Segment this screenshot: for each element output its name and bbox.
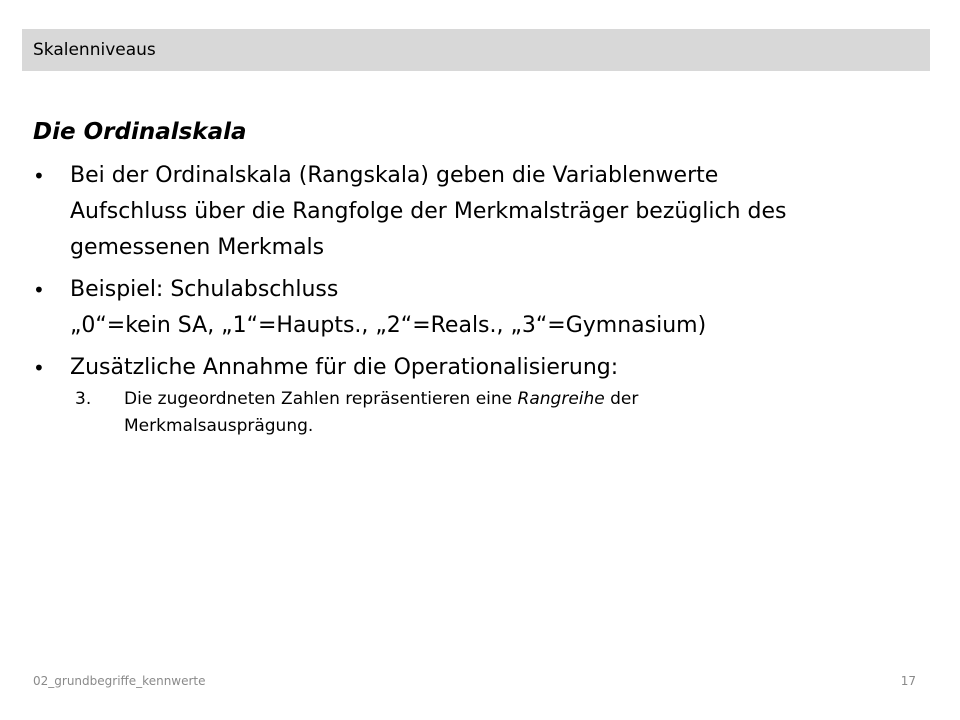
bullet-marker: • (33, 356, 45, 380)
numbered-sub-item (70, 386, 913, 440)
sub-item-number: 3. (75, 389, 92, 409)
sub-item-emphasis: Rangreihe (517, 389, 605, 409)
sub-item-text-line: Merkmalsausprägung. (124, 416, 314, 436)
bullet-marker: • (33, 278, 45, 302)
slide-heading: Die Ordinalskala (33, 119, 247, 145)
bullet-item-definition (33, 158, 913, 266)
bullet-item-assumption (33, 350, 913, 440)
bullet-text-line: gemessenen Merkmals (70, 235, 325, 260)
sub-item-text-before: Die zugeordneten Zahlen repräsentieren eine (124, 389, 518, 409)
bullet-list (33, 158, 913, 446)
sub-item-text-line (124, 386, 913, 413)
header-title: Skalenniveaus (33, 40, 156, 60)
bullet-text-line: Zusätzliche Annahme für die Operationalisierung: (70, 355, 619, 380)
footer-page-number: 17 (900, 674, 916, 688)
bullet-marker: • (33, 164, 45, 188)
bullet-text-line: „0“=kein SA, „1“=Haupts., „2“=Reals., „3“=Gymnasium) (70, 313, 707, 338)
bullet-item-example (33, 272, 913, 344)
bullet-text-line: Bei der Ordinalskala (Rangskala) geben die Variablenwerte (70, 163, 719, 188)
footer-filename: 02_grundbegriffe_kennwerte (33, 674, 206, 688)
header-bar (22, 29, 930, 71)
sub-item-text-after: der (604, 389, 639, 409)
bullet-text-line: Aufschluss über die Rangfolge der Merkmalsträger bezüglich des (70, 199, 787, 224)
bullet-text-line: Beispiel: Schulabschluss (70, 277, 339, 302)
